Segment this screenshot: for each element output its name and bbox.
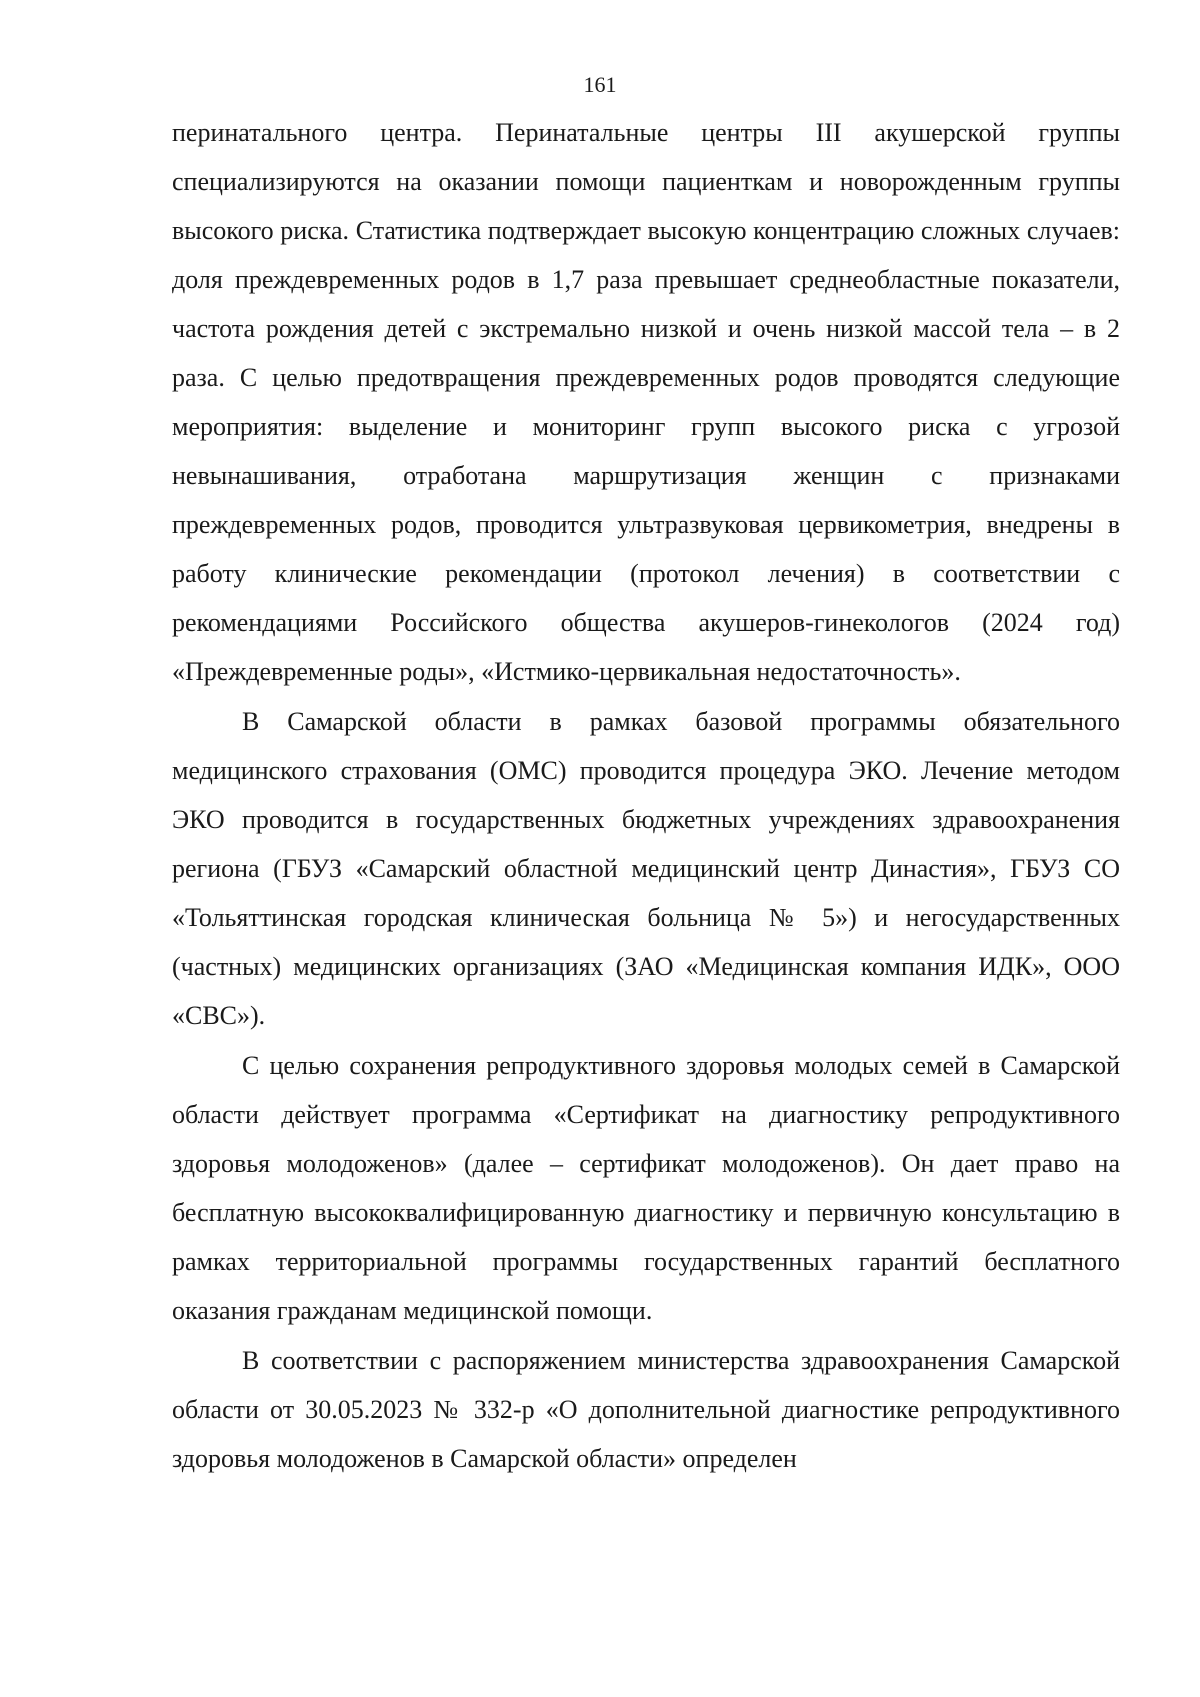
paragraph-ministry-order: В соответствии с распоряжением министерства здравоохранения Самарской области от 30.05.2023 № 332-р «О дополнительной диагностике репродуктивного здоровья молодоженов в Самарской области» определен (172, 1346, 1120, 1473)
paragraph-newlywed-certificate: С целью сохранения репродуктивного здоровья молодых семей в Самарской области действует программа «Сертификат на диагностику репродуктивного здоровья молодоженов» (далее – сертификат молодоженов). Он дает право на бесплатную высококвалифицированную диагностику и первичную консультацию в рамках территориальной программы государственных гарантий бесплатного оказания гражданам медицинской помощи. (172, 1051, 1120, 1325)
document-body (172, 108, 1120, 1483)
paragraph-ivf-program: В Самарской области в рамках базовой программы обязательного медицинского страхования (ОМС) проводится процедура ЭКО. Лечение методом ЭКО проводится в государственных бюджетных учреждениях здравоохранения региона (ГБУЗ «Самарский областной медицинский центр Династия», ГБУЗ СО «Тольяттинская городская клиническая больница № 5») и негосударственных (частных) медицинских организациях (ЗАО «Медицинская компания ИДК», ООО «СВС»). (172, 707, 1120, 1030)
page-number: 161 (583, 72, 617, 97)
paragraph-perinatal-centers: перинатального центра. Перинатальные центры III акушерской группы специализируются на оказании помощи пациенткам и новорожденным группы высокого риска. Статистика подтверждает высокую концентрацию сложных случаев: доля преждевременных родов в 1,7 раза превышает среднеобластные показатели, частота рождения детей с экстремально низкой и очень низкой массой тела – в 2 раза. С целью предотвращения преждевременных родов проводятся следующие мероприятия: выделение и мониторинг групп высокого риска с угрозой невынашивания, отработана маршрутизация женщин с признаками преждевременных родов, проводится ультразвуковая цервикометрия, внедрены в работу клинические рекомендации (протокол лечения) в соответствии с рекомендациями Российского общества акушеров-гинекологов (2024 год) «Преждевременные роды», «Истмико-цервикальная недостаточность». (172, 118, 1120, 686)
